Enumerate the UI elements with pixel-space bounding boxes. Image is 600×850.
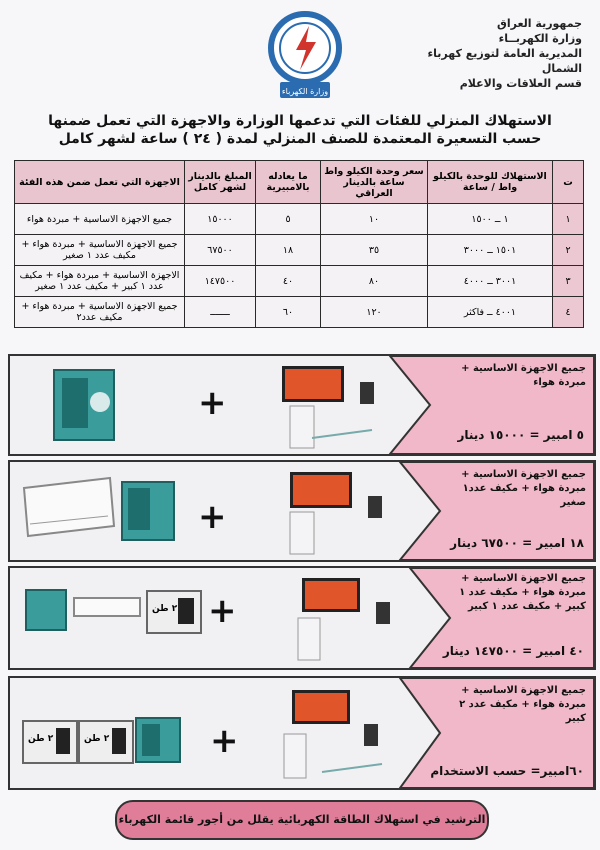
cell-devices: جميع الاجهزة الاساسية + مبردة هواء <box>15 204 185 235</box>
cell-consumption: ٣٠٠١ ــ ٤٠٠٠ <box>428 266 553 297</box>
title-line-1: الاستهلاك المنزلي للفئات التي تدعمها الوزارة والاجهزة التي تعمل ضمنها <box>48 113 552 129</box>
basic-appliances-icon <box>280 466 398 556</box>
cell-unit-price: ١٢٠ <box>321 297 428 328</box>
ac-vent <box>178 598 194 624</box>
cell-ampere: ٥ <box>256 204 321 235</box>
window-ac-2ton-icon <box>22 720 78 764</box>
footer-slogan: الترشيد في استهلاك الطاقة الكهربائية يقلل من أجور قائمة الكهرباء <box>115 800 489 840</box>
logo-caption: وزارة الكهرباء <box>281 87 329 96</box>
basic-appliances-icon <box>292 572 408 662</box>
col-header-devices: الاجهزة التي تعمل ضمن هذه الفئة <box>15 161 185 204</box>
cell-ampere: ٦٠ <box>256 297 321 328</box>
cell-index: ٣ <box>553 266 584 297</box>
table-row <box>15 235 584 266</box>
document-title <box>20 112 580 148</box>
cell-devices: الاجهزة الاساسية + مبردة هواء + مكيف عدد ١ كبير + مكيف عدد ١ صغير <box>15 266 185 297</box>
col-header-index: ت <box>553 161 584 204</box>
cell-monthly-amount: ٦٧٥٠٠ <box>185 235 256 266</box>
ac-capacity-label: ٢ طن <box>152 604 178 614</box>
band-3-text: جميع الاجهزة الاساسية + مبردة هواء + مكيف عدد ١ كبير + مكيف عدد ١ كبير <box>459 573 586 612</box>
organization-header <box>412 16 582 91</box>
band-4-price: ٦٠امبير= حسب الاستخدام <box>430 764 584 778</box>
plus-icon: + <box>208 591 237 631</box>
air-cooler-icon <box>24 588 68 632</box>
ministry-logo <box>262 8 348 104</box>
cell-monthly-amount: ١٥٠٠٠ <box>185 204 256 235</box>
plus-icon: + <box>210 721 239 761</box>
cell-unit-price: ١٠ <box>321 204 428 235</box>
cell-devices: جميع الاجهزة الاساسية + مبردة هواء + مكيف عدد ١ صغير <box>15 235 185 266</box>
table-row <box>15 266 584 297</box>
cell-unit-price: ٨٠ <box>321 266 428 297</box>
air-cooler-icon <box>118 478 178 544</box>
tier-band-1 <box>8 354 596 456</box>
cell-monthly-amount: ١٤٧٥٠٠ <box>185 266 256 297</box>
cell-index: ٤ <box>553 297 584 328</box>
cell-ampere: ١٨ <box>256 235 321 266</box>
org-line-country: جمهورية العراق <box>497 17 582 30</box>
cell-consumption: ٤٠٠١ ــ فاكثر <box>428 297 553 328</box>
cell-consumption: ١٥٠١ ــ ٣٠٠٠ <box>428 235 553 266</box>
cell-monthly-amount: ـــــــ <box>185 297 256 328</box>
col-header-consumption: الاستهلاك للوحدة بالكيلو واط / ساعة <box>428 161 553 204</box>
ac-vent <box>112 728 126 754</box>
cell-index: ٢ <box>553 235 584 266</box>
air-cooler-icon <box>50 366 120 444</box>
band-1-text: جميع الاجهزة الاساسية + مبردة هواء <box>461 363 586 388</box>
ac-vent <box>56 728 70 754</box>
table-row <box>15 297 584 328</box>
tier-band-2 <box>8 460 596 562</box>
cell-consumption: ١ ــ ١٥٠٠ <box>428 204 553 235</box>
band-3-price: ٤٠ امبير = ١٤٧٥٠٠ دينار <box>442 644 584 658</box>
ac-capacity-label: ٢ طن <box>28 734 54 744</box>
tariff-table <box>14 160 584 328</box>
plus-icon: + <box>198 383 227 423</box>
split-ac-icon <box>72 596 142 620</box>
band-4-text: جميع الاجهزة الاساسية + مبردة هواء + مكيف عدد ٢ كبير <box>459 685 586 724</box>
cell-devices: جميع الاجهزة الاساسية + مبردة هواء + مكيف عدد٢ <box>15 297 185 328</box>
air-cooler-icon <box>134 716 182 764</box>
tier-band-3 <box>8 566 596 670</box>
tier-band-4 <box>8 676 596 790</box>
window-ac-2ton-icon <box>78 720 134 764</box>
window-ac-2ton-icon <box>146 590 202 634</box>
plus-icon: + <box>198 497 227 537</box>
band-2-price: ١٨ امبير = ٦٧٥٠٠ دينار <box>450 536 584 550</box>
band-1-price: ٥ امبير = ١٥٠٠٠ دينار <box>457 428 584 442</box>
col-header-unit-price: سعر وحدة الكيلو واط ساعة بالدينار العراقي <box>321 161 428 204</box>
ac-capacity-label: ٢ طن <box>84 734 110 744</box>
title-line-2: حسب التسعيرة المعتمدة للصنف المنزلي لمدة ( ٢٤ ) ساعة لشهر كامل <box>58 131 542 147</box>
org-line-department: قسم العلاقات والاعلام <box>459 77 582 90</box>
band-2-text: جميع الاجهزة الاساسية + مبردة هواء + مكيف عدد١ صغير <box>461 469 586 508</box>
cell-index: ١ <box>553 204 584 235</box>
col-header-monthly-amount: المبلغ بالدينار لشهر كامل <box>185 161 256 204</box>
basic-appliances-icon <box>278 684 394 782</box>
table-header-row <box>15 161 584 204</box>
org-line-directorate: المديرية العامة لتوزيع كهرباء الشمال <box>427 47 582 75</box>
table-row <box>15 204 584 235</box>
org-line-ministry: وزارة الكهربــاء <box>498 32 582 45</box>
basic-appliances-icon <box>272 360 390 450</box>
cell-ampere: ٤٠ <box>256 266 321 297</box>
col-header-ampere: ما يعادله بالامبيرية <box>256 161 321 204</box>
cell-unit-price: ٣٥ <box>321 235 428 266</box>
split-ac-small-icon <box>20 474 116 544</box>
